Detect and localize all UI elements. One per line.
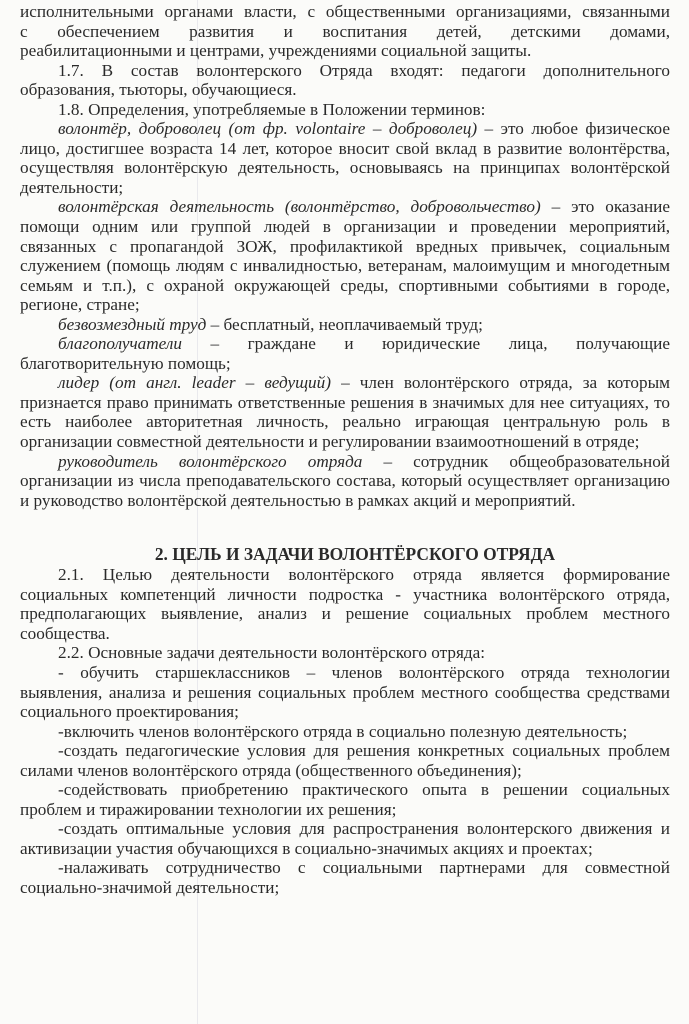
definition-term: лидер (от англ. leader – ведущий) xyxy=(58,373,331,393)
definition-text: – бесплатный, неоплачиваемый труд; xyxy=(206,314,483,334)
definition-free-labor xyxy=(20,315,670,335)
intro-line-3: реабилитационными и центрами, учреждениями социальной защиты. xyxy=(20,41,532,61)
definition-text: – сотрудник общеобразовательной организации из числа преподавательского состава, который осуществляет организацию и руководство волонтёрской деятельностью в рамках акций и мероприятий. xyxy=(20,451,670,510)
definition-volunteer xyxy=(20,119,670,197)
definition-beneficiaries xyxy=(20,334,670,373)
paragraph-1-7: 1.7. В состав волонтерского Отряда входят: педагоги дополнительного образования, тьюторы, обучающиеся. xyxy=(20,60,670,100)
intro-line-1: исполнительными органами власти, с общественными организациями, связанными xyxy=(20,2,670,21)
definition-text: – это любое физическое лицо, достигшее возраста 14 лет, которое вносит свой вклад в развитие волонтёрства, осуществляя волонтёрскую деятельность, основываясь на принципах волонтёрской деятельности; xyxy=(20,119,670,197)
definition-text: – член волонтёрского отряда, за которым признается право принимать ответственные решения в значимых для нее ситуациях, то есть наиболее авторитетная личность, реально играющая центральную роль в организации совместной деятельности и регулировании взаимоотношений в отряде; xyxy=(20,373,670,452)
paragraph-2-2: 2.2. Основные задачи деятельности волонтёрского отряда: xyxy=(58,643,486,663)
document-page xyxy=(20,2,670,898)
section-spacer xyxy=(20,529,670,543)
definition-volunteer-activity xyxy=(20,197,670,314)
task-item: -создать педагогические условия для решения конкретных социальных проблем силами членов волонтёрского отряда (общественного объединения); xyxy=(20,741,670,780)
task-item: -содействовать приобретению практического опыта в решении социальных проблем и тиражировании технологии их решения; xyxy=(20,780,670,819)
definition-term: безвозмездный труд xyxy=(58,314,207,334)
paragraph-1-8: 1.8. Определения, употребляемые в Положении терминов: xyxy=(58,99,486,119)
definition-leader xyxy=(20,373,670,451)
intro-line-2: с обеспечением развития и воспитания детей, детскими домами, xyxy=(20,21,670,41)
definition-text: – граждане и юридические лица, получающие благотворительную помощь; xyxy=(20,334,670,373)
definition-term: руководитель волонтёрского отряда xyxy=(58,451,363,471)
section-2-heading: 2. ЦЕЛЬ И ЗАДАЧИ ВОЛОНТЁРСКОГО ОТРЯДА xyxy=(154,544,556,565)
definition-term: волонтёр, доброволец (от фр. volontaire – доброволец) xyxy=(58,119,478,139)
definition-term: благополучатели xyxy=(58,334,182,354)
definition-squad-head xyxy=(20,452,670,511)
definition-term: волонтёрская деятельность (волонтёрство, добровольчество) xyxy=(58,197,541,217)
task-item: -создать оптимальные условия для распространения волонтерского движения и активизации участия обучающихся в социально-значимых акциях и проектах; xyxy=(20,819,670,858)
section-spacer xyxy=(20,510,670,529)
task-item: -налаживать сотрудничество с социальными партнерами для совместной социально-значимой деятельности; xyxy=(20,858,670,897)
paragraph-2-1: 2.1. Целью деятельности волонтёрского отряда является формирование социальных компетенций личности подростка - участника волонтёрского отряда, предполагающих выявление, анализ и решение социальных проблем местного сообщества. xyxy=(20,565,670,643)
task-item: - обучить старшеклассников – членов волонтёрского отряда технологии выявления, анализа и решения социальных проблем местного сообщества средствами социального проектирования; xyxy=(20,662,670,722)
task-item: -включить членов волонтёрского отряда в социально полезную деятельность; xyxy=(58,721,628,741)
definition-text: – это оказание помощи одним или группой людей в организации и проведении мероприятий, связанных с пропагандой ЗОЖ, профилактикой вредных привычек, социальным служением (помощь людям с инвалидностью, ветеранам, малоимущим и многодетным семьям и т.п.), с охраной окружающей среды, спортивными событиями в городе, регионе, стране; xyxy=(20,197,670,315)
